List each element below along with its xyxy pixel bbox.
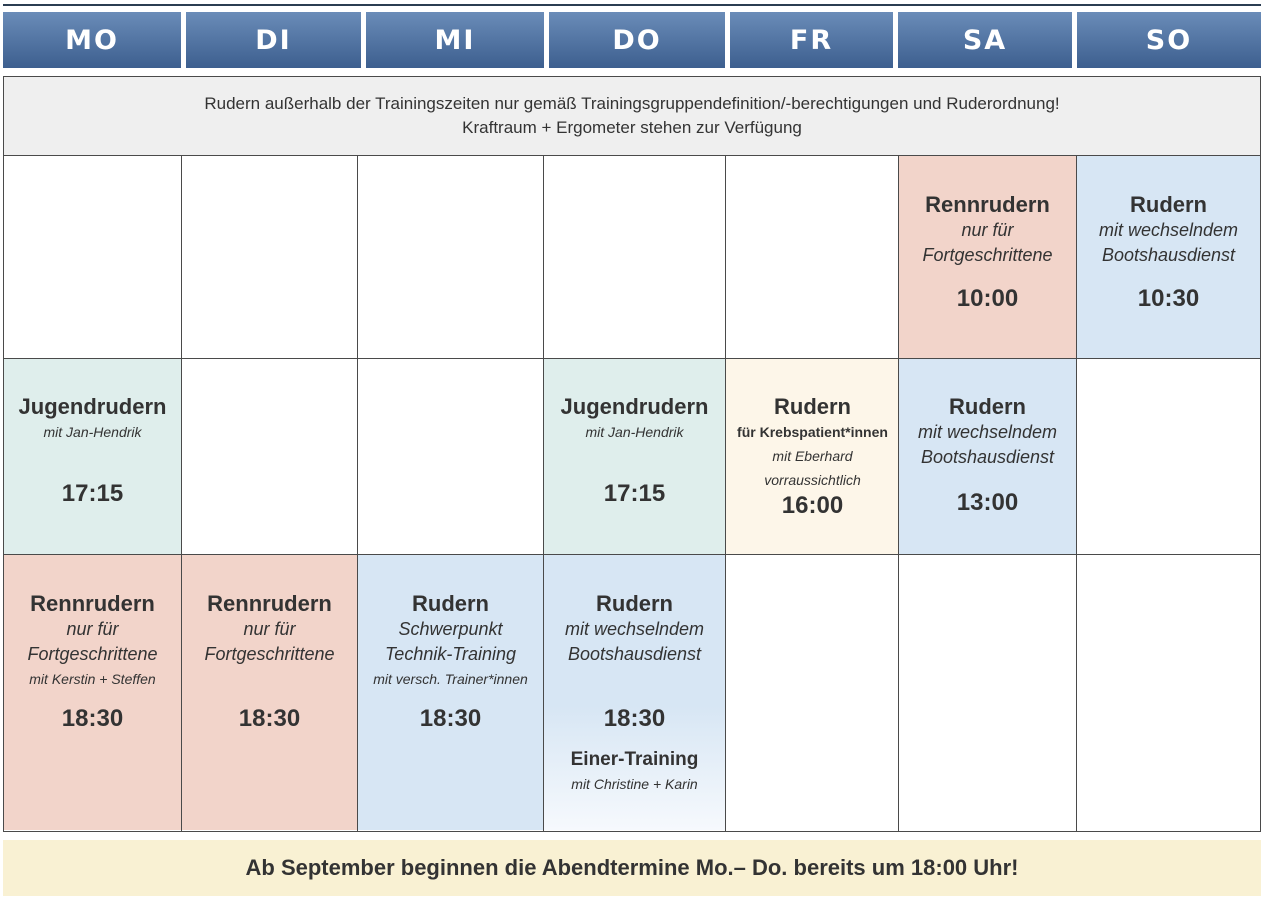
notice-line-1: Rudern außerhalb der Trainingszeiten nur gemäß Trainingsgruppendefinition/-berechtigungen und Ruderordnung! bbox=[204, 94, 1060, 113]
grid-divider bbox=[357, 155, 358, 831]
session-title: Rudern bbox=[949, 394, 1026, 419]
session-time: 18:30 bbox=[61, 705, 124, 732]
notice-line-2: Kraftraum + Ergometer stehen zur Verfügung bbox=[462, 118, 802, 137]
grid-divider bbox=[3, 554, 1261, 555]
grid-divider bbox=[1076, 155, 1077, 831]
session-time: 16:00 bbox=[781, 492, 844, 519]
day-header-mi: MI bbox=[366, 12, 544, 68]
session-title: Rudern bbox=[596, 591, 673, 616]
day-header-fr: FR bbox=[730, 12, 893, 68]
session-title: Rennrudern bbox=[30, 591, 155, 616]
top-rule bbox=[3, 4, 1261, 6]
session-title: Jugendrudern bbox=[560, 394, 709, 419]
footer-banner: Ab September beginnen die Abendtermine Mo.– Do. bereits um 18:00 Uhr! bbox=[3, 840, 1261, 896]
session-title: Rudern bbox=[412, 591, 489, 616]
session-time: 18:30 bbox=[238, 705, 301, 732]
session-title: Jugendrudern bbox=[18, 394, 167, 419]
grid-divider bbox=[181, 155, 182, 831]
session-subtitle: nur für bbox=[243, 619, 296, 639]
session-title: Rennrudern bbox=[207, 591, 332, 616]
session-note: vorraussichtlich bbox=[764, 472, 861, 488]
extra-session-note: mit Christine + Karin bbox=[571, 776, 698, 792]
cell-sa-rudern bbox=[899, 359, 1076, 554]
session-note: mit Jan-Hendrik bbox=[585, 424, 684, 440]
cell-di-rennrudern bbox=[182, 555, 357, 830]
grid-divider bbox=[898, 155, 899, 831]
grid-divider bbox=[543, 155, 544, 831]
day-header-so: SO bbox=[1077, 12, 1261, 68]
cell-mo-jugendrudern bbox=[4, 359, 181, 554]
session-subtitle: mit wechselndem bbox=[917, 422, 1058, 442]
session-time: 10:30 bbox=[1137, 285, 1200, 312]
session-subtitle: Schwerpunkt bbox=[398, 619, 503, 639]
session-note: mit Kerstin + Steffen bbox=[29, 671, 156, 687]
session-title: Rudern bbox=[774, 394, 851, 419]
day-header-di: DI bbox=[186, 12, 361, 68]
session-time: 18:30 bbox=[419, 705, 482, 732]
notice-banner bbox=[3, 76, 1261, 156]
session-subtitle: mit wechselndem bbox=[1098, 220, 1239, 240]
session-time: 10:00 bbox=[956, 285, 1019, 312]
day-header-sa: SA bbox=[898, 12, 1072, 68]
session-time: 17:15 bbox=[61, 480, 124, 507]
cell-sa-rennrudern bbox=[899, 156, 1076, 358]
session-subtitle: Technik-Training bbox=[384, 644, 517, 664]
session-note: mit Jan-Hendrik bbox=[43, 424, 142, 440]
session-title: Rennrudern bbox=[925, 192, 1050, 217]
session-subtitle: Bootshausdienst bbox=[567, 644, 702, 664]
session-time: 13:00 bbox=[956, 489, 1019, 516]
grid-divider bbox=[725, 155, 726, 831]
session-subtitle: Fortgeschrittene bbox=[27, 644, 158, 664]
cell-mo-rennrudern bbox=[4, 555, 181, 830]
session-note: mit Eberhard bbox=[772, 448, 853, 464]
cell-fr-krebspatienten bbox=[726, 359, 899, 554]
session-subtitle: mit wechselndem bbox=[564, 619, 705, 639]
session-title: Rudern bbox=[1130, 192, 1207, 217]
extra-session-title: Einer-Training bbox=[570, 749, 699, 770]
session-subtitle: Bootshausdienst bbox=[920, 447, 1055, 467]
session-subtitle: Fortgeschrittene bbox=[922, 245, 1053, 265]
session-note: mit versch. Trainer*innen bbox=[373, 671, 528, 687]
cell-so-rudern bbox=[1077, 156, 1260, 358]
session-subtitle: nur für bbox=[961, 220, 1014, 240]
cell-do-rudern bbox=[544, 555, 725, 830]
session-subtitle: für Krebspatient*innen bbox=[737, 424, 888, 440]
grid-divider bbox=[3, 358, 1261, 359]
day-header-do: DO bbox=[549, 12, 725, 68]
session-subtitle: Fortgeschrittene bbox=[204, 644, 335, 664]
session-subtitle: Bootshausdienst bbox=[1101, 245, 1236, 265]
session-time: 18:30 bbox=[603, 705, 666, 732]
cell-mi-technik bbox=[358, 555, 543, 830]
session-subtitle: nur für bbox=[66, 619, 119, 639]
cell-do-jugendrudern bbox=[544, 359, 725, 554]
day-header-mo: MO bbox=[3, 12, 181, 68]
session-time: 17:15 bbox=[603, 480, 666, 507]
